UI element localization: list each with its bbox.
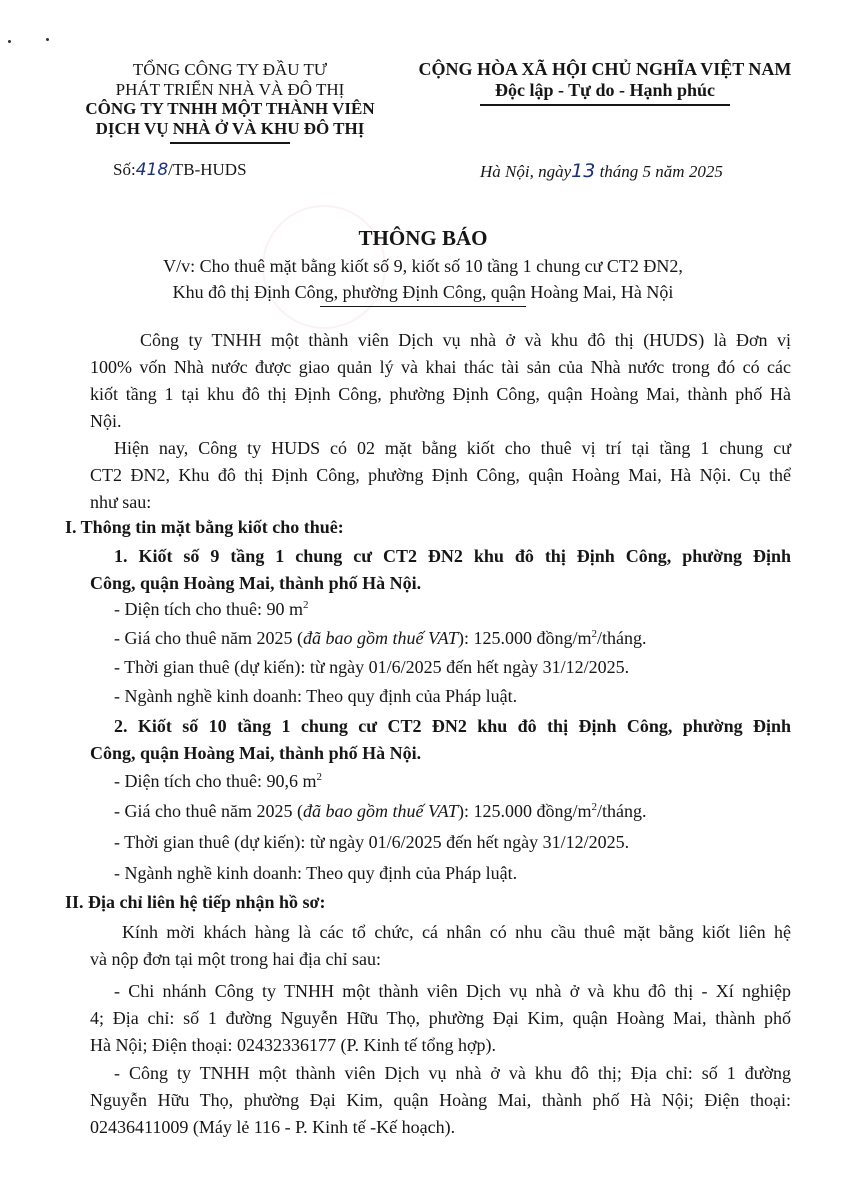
address2-line: - Công ty TNHH một thành viên Dịch vụ nhà ở và khu đô thị; Địa chỉ: số 1 đường (114, 1063, 791, 1083)
item1-title-line1: 1. Kiốt số 9 tầng 1 chung cư CT2 ĐN2 khu đô thị Định Công, phường Định (114, 546, 791, 566)
document-number (113, 160, 247, 180)
address2-line: 02436411009 (Máy lẻ 116 - P. Kinh tế -Kế hoạch). (90, 1117, 456, 1137)
address1-line: - Chi nhánh Công ty TNHH một thành viên Dịch vụ nhà ở và khu đô thị - Xí nghiệp (114, 981, 791, 1001)
address1-line: Hà Nội; Điện thoại: 02432336177 (P. Kinh tế tổng hợp). (90, 1035, 496, 1055)
document-date (480, 160, 723, 182)
intro-paragraph2-line: CT2 ĐN2, Khu đô thị Định Công, phường Định Công, quận Hoàng Mai, Hà Nội. Cụ thể (90, 465, 791, 485)
number-prefix: Số: (113, 160, 136, 179)
section1-heading: I. Thông tin mặt bằng kiốt cho thuê: (65, 517, 344, 537)
item2-price-italic: đã bao gồm thuế VAT (302, 801, 458, 821)
motto-underline (480, 104, 730, 106)
intro-paragraph1-line: kiốt tầng 1 tại khu đô thị Định Công, phường Định Công, quận Hoàng Mai, thành phố Hà (90, 384, 791, 404)
date-suffix: tháng 5 năm 2025 (595, 162, 723, 181)
number-handwritten: 418 (135, 160, 169, 180)
item1-business: - Ngành nghề kinh doanh: Theo quy định của Pháp luật. (114, 686, 518, 706)
item1-area-sup: 2 (302, 599, 309, 611)
org-parent-line2: PHÁT TRIỂN NHÀ VÀ ĐÔ THỊ (115, 80, 345, 99)
item2-business: - Ngành nghề kinh doanh: Theo quy định của Pháp luật. (114, 863, 518, 883)
org-name-line2: DỊCH VỤ NHÀ Ở VÀ KHU ĐÔ THỊ (95, 119, 365, 138)
item1-price-a: - Giá cho thuê năm 2025 ( (114, 628, 303, 648)
nation-title: CỘNG HÒA XÃ HỘI CHỦ NGHĨA VIỆT NAM (418, 59, 792, 79)
item1-price-c: /tháng. (596, 628, 647, 648)
intro-paragraph2-line: như sau: (90, 492, 152, 512)
item1-price-italic: đã bao gồm thuế VAT (302, 628, 458, 648)
item1-price (114, 628, 646, 649)
address2-line: Nguyễn Hữu Thọ, phường Đại Kim, quận Hoàng Mai, thành phố Hà Nội; Điện thoại: (90, 1090, 791, 1110)
intro-paragraph1-line: 100% vốn Nhà nước được giao quản lý và khai thác tài sản của Nhà nước trong đó có các (90, 357, 791, 377)
date-day-handwritten: 13 (571, 160, 596, 182)
org-name-line1: CÔNG TY TNHH MỘT THÀNH VIÊN (85, 99, 375, 118)
subject-line1: V/v: Cho thuê mặt bằng kiốt số 9, kiốt số 10 tầng 1 chung cư CT2 ĐN2, (163, 256, 683, 276)
item2-price (114, 801, 646, 822)
item2-price-b: ): 125.000 đồng/m (457, 801, 592, 821)
item2-title-line1: 2. Kiốt số 10 tầng 1 chung cư CT2 ĐN2 khu đô thị Định Công, phường Định (114, 716, 791, 736)
item2-price-a: - Giá cho thuê năm 2025 ( (114, 801, 303, 821)
subject-underline (320, 306, 526, 307)
date-prefix: Hà Nội, ngày (480, 162, 572, 181)
item2-price-sup: 2 (591, 801, 597, 813)
item2-title-line2: Công, quận Hoàng Mai, thành phố Hà Nội. (90, 743, 422, 763)
intro-paragraph1-line: Nội. (90, 411, 122, 431)
item1-title-line2: Công, quận Hoàng Mai, thành phố Hà Nội. (90, 573, 422, 593)
subject-line2: Khu đô thị Định Công, phường Định Công, quận Hoàng Mai, Hà Nội (172, 282, 674, 302)
item2-area-sup: 2 (316, 771, 322, 783)
item1-period: - Thời gian thuê (dự kiến): từ ngày 01/6/2025 đến hết ngày 31/12/2025. (114, 657, 630, 677)
section2-paragraph-line: Kính mời khách hàng là các tổ chức, cá nhân có nhu cầu thuê mặt bằng kiốt liên hệ (122, 922, 791, 942)
item1-price-b: ): 125.000 đồng/m (457, 628, 592, 648)
item1-area (114, 599, 308, 620)
scan-speck (8, 40, 11, 43)
section2-paragraph-line: và nộp đơn tại một trong hai địa chỉ sau: (90, 949, 381, 969)
item1-area-text: - Diện tích cho thuê: 90 m (114, 599, 303, 619)
section2-heading: II. Địa chỉ liên hệ tiếp nhận hồ sơ: (65, 892, 326, 912)
motto: Độc lập - Tự do - Hạnh phúc (494, 80, 716, 100)
item2-period: - Thời gian thuê (dự kiến): từ ngày 01/6/2025 đến hết ngày 31/12/2025. (114, 832, 630, 852)
item1-price-sup: 2 (591, 628, 597, 640)
org-underline (170, 142, 290, 144)
document-title: THÔNG BÁO (358, 226, 488, 250)
item2-area (114, 771, 322, 792)
number-suffix: /TB-HUDS (168, 160, 247, 179)
item2-area-text: - Diện tích cho thuê: 90,6 m (114, 771, 317, 791)
address1-line: 4; Địa chỉ: số 1 đường Nguyễn Hữu Thọ, phường Đại Kim, quận Hoàng Mai, thành phố (90, 1008, 791, 1028)
org-parent-line1: TỔNG CÔNG TY ĐẦU TƯ (132, 60, 328, 79)
scan-speck (46, 38, 49, 41)
intro-paragraph1-line: Công ty TNHH một thành viên Dịch vụ nhà ở và khu đô thị (HUDS) là Đơn vị (140, 330, 791, 350)
intro-paragraph2-line: Hiện nay, Công ty HUDS có 02 mặt bằng kiốt cho thuê vị trí tại tầng 1 chung cư (114, 438, 791, 458)
item2-price-c: /tháng. (596, 801, 647, 821)
